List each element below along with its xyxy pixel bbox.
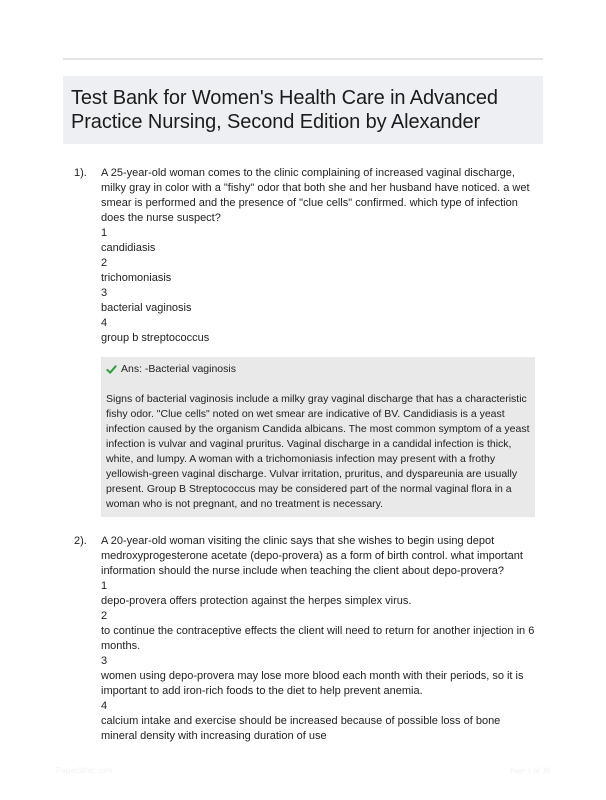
- page-indicator: Page 1 of 39: [509, 766, 550, 775]
- answer-line: [106, 362, 530, 377]
- question-body: [101, 166, 536, 346]
- question-text: A 25-year-old woman comes to the clinic complaining of increased vaginal discharge, milky gray in color with a "fishy" odor that both she and her husband have noticed. a wet smear is performed and the presence of "clue cells" confirmed. which type of infection does the nurse suspect?: [101, 167, 530, 224]
- option-number: 4: [101, 317, 108, 329]
- option-number: 1: [101, 227, 108, 239]
- footer-watermark: PaperSthic.com: [56, 766, 113, 775]
- question-number: 2).: [74, 535, 87, 547]
- option-text: bacterial vaginosis: [101, 302, 192, 314]
- option-number: 2: [101, 610, 108, 622]
- check-icon: [106, 364, 117, 375]
- option-text: calcium intake and exercise should be increased because of possible loss of bone mineral density with increasing duration of use: [101, 715, 501, 742]
- top-divider: [63, 58, 543, 60]
- option-text: depo-provera offers protection against the herpes simplex virus.: [101, 595, 412, 607]
- question-body: [101, 534, 536, 744]
- answer-box: [101, 357, 535, 517]
- option-text: women using depo-provera may lose more blood each month with their periods, so it is important to add iron-rich foods to the diet to help prevent anemia.: [101, 670, 524, 697]
- option-text: group b streptococcus: [101, 332, 210, 344]
- option-text: candidiasis: [101, 242, 156, 254]
- document-title: Test Bank for Women's Health Care in Advanced Practice Nursing, Second Edition by Alexander: [71, 87, 498, 133]
- option-number: 1: [101, 580, 108, 592]
- question-text: A 20-year-old woman visiting the clinic says that she wishes to begin using depot medroxyprogesterone acetate (depo-provera) as a form of birth control. what important information should the nurse include when teaching the client about depo-provera?: [101, 535, 523, 577]
- option-text: trichomoniasis: [101, 272, 172, 284]
- option-number: 3: [101, 287, 108, 299]
- title-banner: [63, 76, 543, 144]
- option-text: to continue the contraceptive effects the client will need to return for another injection in 6 months.: [101, 625, 535, 652]
- option-number: 4: [101, 700, 108, 712]
- answer-label: Ans: -Bacterial vaginosis: [121, 363, 236, 375]
- option-number: 3: [101, 655, 108, 667]
- question-number: 1).: [74, 167, 87, 179]
- option-number: 2: [101, 257, 108, 269]
- answer-explanation: Signs of bacterial vaginosis include a milky gray vaginal discharge that has a characteristic fishy odor. "Clue cells" noted on wet smear are indicative of BV. Candidiasis is a yeast infection caused by the organism Candida albicans. The most common symptom of a yeast infection is vulvar and vaginal pruritus. Vaginal discharge in a candidal infection is thick, white, and lumpy. A woman with a trichomoniasis infection may present with a frothy yellowish-green vaginal discharge. Vulvar irritation, pruritus, and dyspareunia are usually present. Group B Streptococcus may be considered part of the normal vaginal flora in a woman who is not pregnant, and no treatment is necessary.: [106, 393, 530, 510]
